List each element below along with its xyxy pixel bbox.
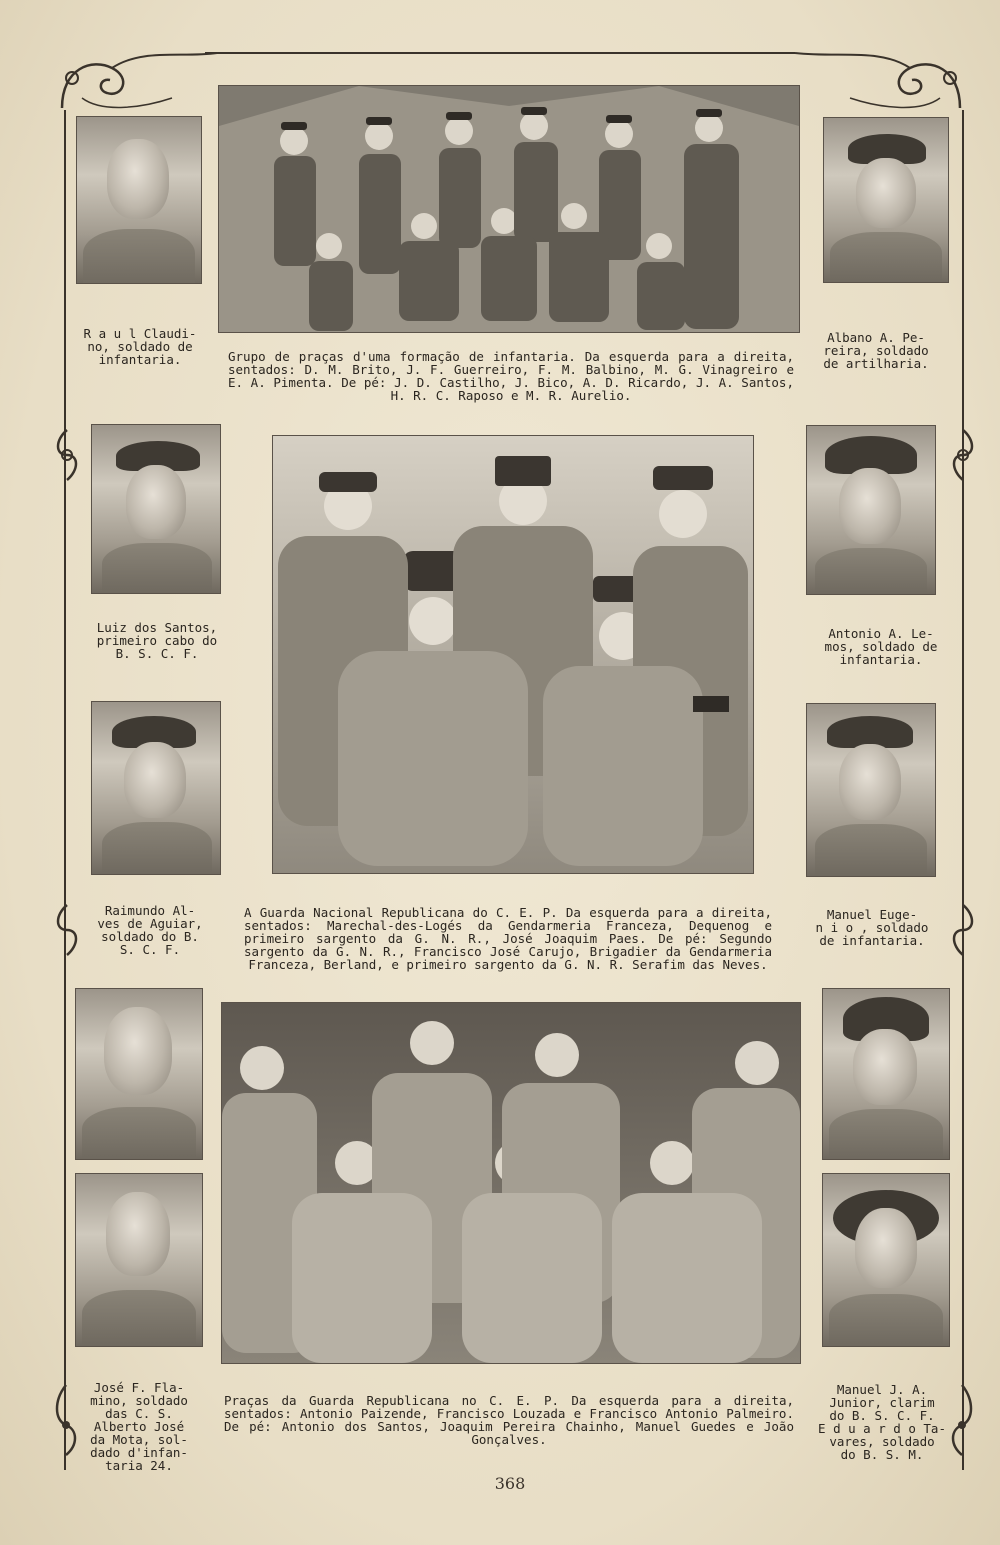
caption-antonio-lemos: Antonio A. Le- mos, soldado de infantaria. (824, 626, 938, 667)
middle-group-caption: A Guarda Nacional Republicana do C. E. P. Da esquerda para a direita, sentados: Marechal-des-Logés da Gendarmeria Franceza, Dequenog e primeiro sargento da G. N. R., José Joaquim Paes. De pé: Segundo sargento da G. N. R., Francisco José Carujo, Brigadier da Gendarmeria Franceza, Berland, e primeiro sargento da G. N. R. Serafim das Neves. (244, 905, 772, 972)
portrait-manuel-junior (822, 988, 950, 1160)
caption-raimundo-aguiar: Raimundo Al- ves de Aguiar, soldado do B. S. C. F. (97, 903, 203, 957)
page-number: 368 (494, 1474, 526, 1493)
ornament-left-middle-icon (50, 425, 84, 485)
ornament-top-left-icon (52, 38, 222, 118)
middle-group-photo (272, 435, 754, 874)
ornament-top-right-icon (790, 38, 970, 118)
bottom-group-photo (221, 1002, 801, 1364)
caption-jose-alberto: José F. Fla- mino, soldado das C. S. Alberto José da Mota, sol- dado d'infan- taria 24. (90, 1380, 188, 1473)
ornament-left-lower-icon (50, 900, 84, 960)
portrait-antonio-lemos (806, 425, 936, 595)
caption-manuel-eugenio: Manuel Euge- n i o , soldado de infantaria. (815, 907, 929, 948)
top-group-photo (218, 85, 800, 333)
caption-luiz-santos: Luiz dos Santos, primeiro cabo do B. S. C. F. (96, 620, 218, 661)
frame-left-rule (64, 110, 66, 1470)
portrait-manuel-eugenio (806, 703, 936, 877)
portrait-raul-claudino (76, 116, 202, 284)
bottom-group-figures (222, 1003, 800, 1363)
portrait-jose-flamino (75, 988, 203, 1160)
frame-right-rule (962, 110, 964, 1470)
portrait-eduardo-tavares (822, 1173, 950, 1347)
top-group-caption: Grupo de praças d'uma formação de infantaria. Da esquerda para a direita, sentados: D. M. Brito, J. F. Guerreiro, F. M. Balbino, M. G. Vinagreiro e E. A. Pimenta. De pé: J. D. Castilho, J. Bico, A. D. Ricardo, J. A. Santos, H. R. C. Raposo e M. R. Aurelio. (228, 349, 794, 403)
top-group-figures (219, 86, 799, 332)
ornament-right-lower-icon (946, 900, 980, 960)
portrait-luiz-santos (91, 424, 221, 594)
portrait-alberto-mota (75, 1173, 203, 1347)
caption-manuel-eduardo: Manuel J. A. Junior, clarim do B. S. C. F. E d u a r d o Ta- vares, soldado do B. S. M. (818, 1382, 946, 1462)
caption-albano-pereira: Albano A. Pe- reira, soldado de artilharia. (823, 330, 929, 371)
bottom-group-caption: Praças da Guarda Republicana no C. E. P. Da esquerda para a direita, sentados: Antonio Paizende, Francisco Louzada e Francisco Antonio Palmeiro. De pé: Antonio dos Santos, Joaquim Pereira Chainho, Manuel Guedes e João Gonçalves. (224, 1393, 794, 1447)
caption-raul-claudino: R a u l Claudi- no, soldado de infantaria. (83, 326, 197, 367)
middle-group-figures (273, 436, 753, 873)
portrait-albano-pereira (823, 117, 949, 283)
frame-top-rule (205, 52, 795, 54)
portrait-raimundo-aguiar (91, 701, 221, 875)
ornament-right-middle-icon (946, 425, 980, 485)
